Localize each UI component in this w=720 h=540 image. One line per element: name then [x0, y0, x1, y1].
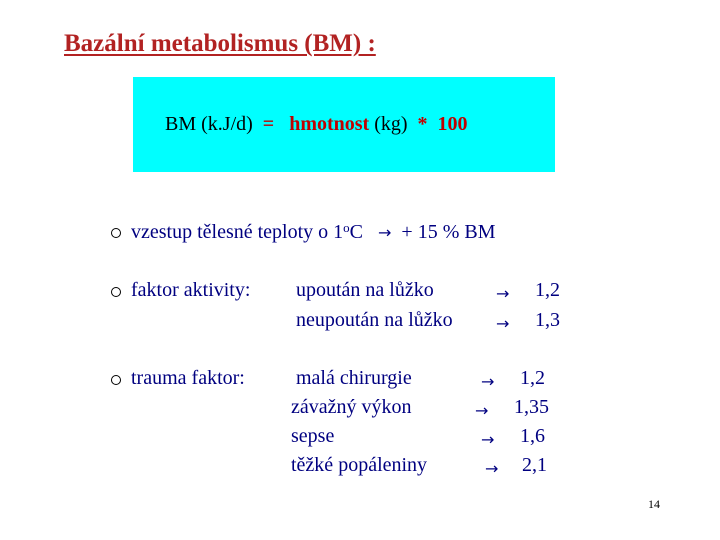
temperature-value: + 15 % BM: [401, 221, 496, 243]
formula-rhs-unit: (kg): [374, 113, 408, 135]
temperature-text: vzestup tělesné teploty o 1: [131, 221, 344, 243]
activity-row-value: 1,3: [535, 309, 560, 331]
formula-rhs-label: hmotnost: [289, 113, 370, 135]
formula-operator: *: [417, 113, 428, 135]
activity-label: faktor aktivity:: [131, 279, 251, 301]
formula-lhs: BM: [165, 113, 197, 135]
formula-equals: =: [262, 113, 275, 135]
activity-row-value: 1,2: [535, 279, 560, 301]
trauma-row-value: 1,6: [520, 425, 545, 447]
trauma-label: trauma faktor:: [131, 367, 245, 389]
arrow-right-icon: →: [496, 314, 510, 333]
arrow-right-icon: →: [485, 459, 499, 478]
trauma-row-value: 1,35: [514, 396, 549, 418]
bullet-icon: [111, 375, 121, 385]
activity-row-name: upoután na lůžko: [296, 279, 434, 301]
formula-lhs-unit: (k.J/d): [201, 113, 253, 135]
degree-symbol: o: [343, 220, 350, 235]
trauma-row-name: malá chirurgie: [296, 367, 412, 389]
temperature-unit: C: [349, 221, 364, 243]
formula: [165, 113, 468, 136]
formula-factor: 100: [437, 113, 468, 135]
arrow-right-icon: →: [475, 401, 489, 420]
arrow-right-icon: →: [481, 372, 495, 391]
bullet-icon: [111, 287, 121, 297]
activity-row-name: neupoután na lůžko: [296, 309, 453, 331]
page-title: Bazální metabolismus (BM) :: [64, 30, 376, 57]
arrow-right-icon: →: [378, 223, 392, 242]
arrow-right-icon: →: [496, 284, 510, 303]
trauma-row-name: sepse: [291, 425, 335, 447]
page-number: 14: [648, 497, 660, 511]
trauma-row-name: těžké popáleniny: [291, 454, 428, 476]
list-item-temperature: [131, 220, 495, 244]
bullet-icon: [111, 228, 121, 238]
trauma-row-name: závažný výkon: [291, 396, 412, 418]
arrow-right-icon: →: [481, 430, 495, 449]
trauma-row-value: 1,2: [520, 367, 545, 389]
trauma-row-value: 2,1: [522, 454, 547, 476]
